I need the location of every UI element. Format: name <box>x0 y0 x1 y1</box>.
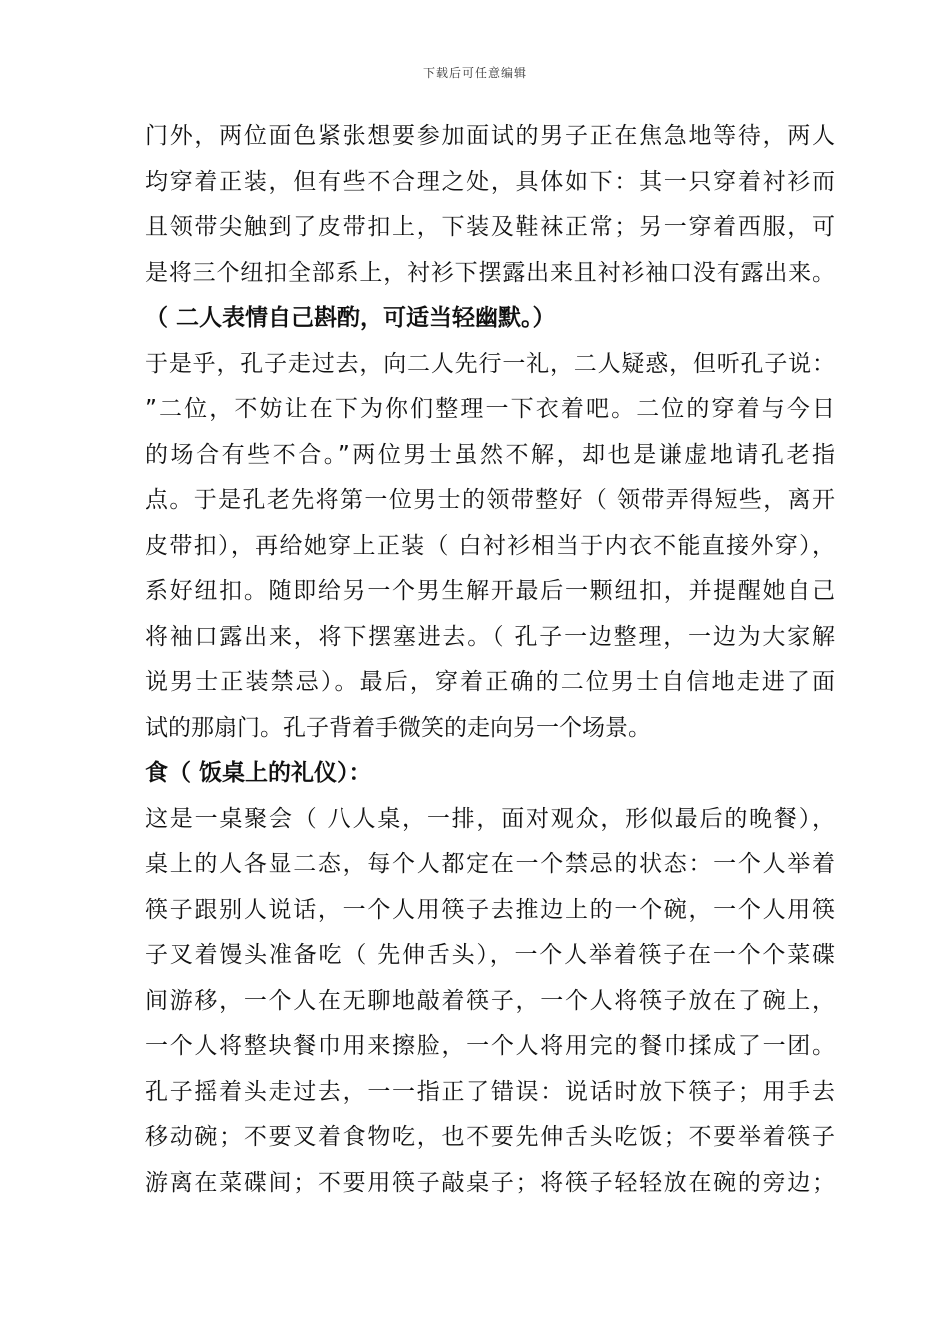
paragraph-line: 是将三个纽扣全部系上，衬衫下摆露出来且衬衫袖口没有露出来。 <box>145 259 835 286</box>
paragraph-line: 点。于是孔老先将第一位男士的领带整好（ 领带弄得短些，离开 <box>145 487 835 513</box>
paragraph-line: ”二位，不妨让在下为你们整理一下衣着吧。二位的穿着与今日 <box>145 396 835 422</box>
paragraph-line: 子叉着馒头准备吃（ 先伸舌头），一个人举着筷子在一个个菜碟 <box>145 942 835 968</box>
section-heading: 食（ 饭桌上的礼仪）： <box>145 760 372 786</box>
stage-direction: （ 二人表情自己斟酌，可适当轻幽默。） <box>145 305 556 331</box>
paragraph-line: 筷子跟别人说话，一个人用筷子去推边上的一个碗，一个人用筷 <box>145 896 835 923</box>
paragraph-line: 间游移，一个人在无聊地敲着筷子，一个人将筷子放在了碗上， <box>145 987 835 1014</box>
paragraph-line: 且领带尖触到了皮带扣上，下装及鞋袜正常；另一穿着西服，可 <box>145 214 835 240</box>
paragraph-line: 一个人将整块餐巾用来擦脸，一个人将用完的餐巾揉成了一团。 <box>145 1033 835 1059</box>
document-body <box>145 114 835 1206</box>
paragraph-line: 说男士正装禁忌）。最后，穿着正确的二位男士自信地走进了面 <box>145 669 835 695</box>
paragraph-line: 的场合有些不合。”两位男士虽然不解，却也是谦虚地请孔老指 <box>145 441 835 468</box>
paragraph-line: 均穿着正装，但有些不合理之处，具体如下：其一只穿着衬衫而 <box>145 168 835 195</box>
page-header: 下载后可任意编辑 <box>422 66 527 80</box>
paragraph-line: 将袖口露出来，将下摆塞进去。（ 孔子一边整理，一边为大家解 <box>145 623 835 650</box>
paragraph-line: 孔子摇着头走过去，一一指正了错误：说话时放下筷子；用手去 <box>145 1078 835 1105</box>
paragraph-line: 游离在菜碟间；不要用筷子敲桌子；将筷子轻轻放在碗的旁边； <box>145 1169 835 1196</box>
paragraph-line: 于是乎，孔子走过去，向二人先行一礼，二人疑惑，但听孔子说： <box>145 350 835 377</box>
paragraph-line: 系好纽扣。随即给另一个男生解开最后一颗纽扣，并提醒她自己 <box>145 578 835 604</box>
paragraph-line: 移动碗；不要叉着食物吃，也不要先伸舌头吃饭；不要举着筷子 <box>145 1124 835 1150</box>
paragraph-line: 皮带扣），再给她穿上正装（ 白衬衫相当于内衣不能直接外穿）， <box>145 532 835 559</box>
paragraph-line: 桌上的人各显二态，每个人都定在一个禁忌的状态：一个人举着 <box>145 851 835 877</box>
paragraph-line: 试的那扇门。孔子背着手微笑的走向另一个场景。 <box>145 714 651 741</box>
paragraph-line: 门外，两位面色紧张想要参加面试的男子正在焦急地等待，两人 <box>145 123 835 149</box>
paragraph-line: 这是一桌聚会（ 八人桌，一排，面对观众，形似最后的晚餐）， <box>145 805 835 832</box>
